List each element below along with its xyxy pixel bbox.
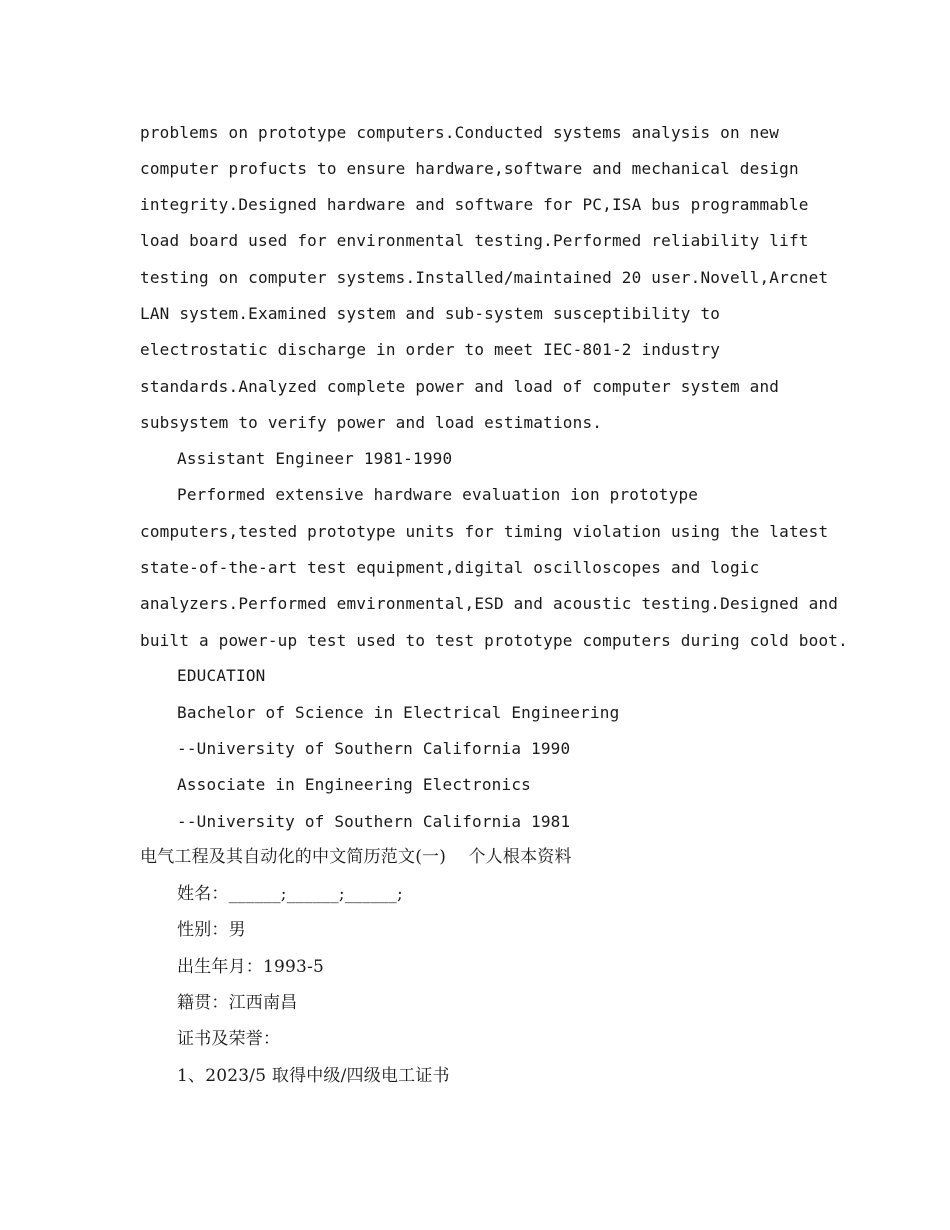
education-line: Bachelor of Science in Electrical Engineering [177,703,620,722]
cn-certificates-heading: 证书及荣誉： [177,1029,281,1049]
cn-certificate-item: 1、2023/5 取得中级/四级电工证书 [177,1066,450,1086]
job-line: built a power-up test used to test prototype computers during cold boot. [140,631,848,650]
job-line: Performed extensive hardware evaluation ion prototype [177,485,699,504]
body-line: subsystem to verify power and load estimations. [140,413,603,432]
cn-name-field: 姓名：______;______;______; [177,884,403,904]
cn-birth: 出生年月：1993-5 [177,957,325,977]
body-line: LAN system.Examined system and sub-system susceptibility to [140,304,721,323]
body-line: integrity.Designed hardware and software for PC,ISA bus programmable [140,195,809,214]
cn-native-place: 籍贯：江西南昌 [177,993,298,1013]
body-line: load board used for environmental testing.Performed reliability lift [140,231,809,250]
body-line: standards.Analyzed complete power and load of computer system and [140,377,780,396]
body-line: computer profucts to ensure hardware,software and mechanical design [140,159,799,178]
education-line: --University of Southern California 1990 [177,739,571,758]
job-line: analyzers.Performed emvironmental,ESD and acoustic testing.Designed and [140,594,839,613]
education-line: --University of Southern California 1981 [177,812,571,831]
body-line: problems on prototype computers.Conducted systems analysis on new [140,123,780,142]
body-line: electrostatic discharge in order to meet IEC-801-2 industry [140,340,721,359]
cn-gender: 性别：男 [177,920,246,940]
job-line: state-of-the-art test equipment,digital oscilloscopes and logic [140,558,760,577]
cn-section-title: 电气工程及其自动化的中文简历范文(一) 个人根本资料 [140,847,572,867]
education-line: Associate in Engineering Electronics [177,775,531,794]
body-line: testing on computer systems.Installed/maintained 20 user.Novell,Arcnet [140,268,829,287]
education-heading: EDUCATION [177,666,266,685]
job-line: computers,tested prototype units for timing violation using the latest [140,522,829,541]
job-title: Assistant Engineer 1981-1990 [177,449,453,468]
